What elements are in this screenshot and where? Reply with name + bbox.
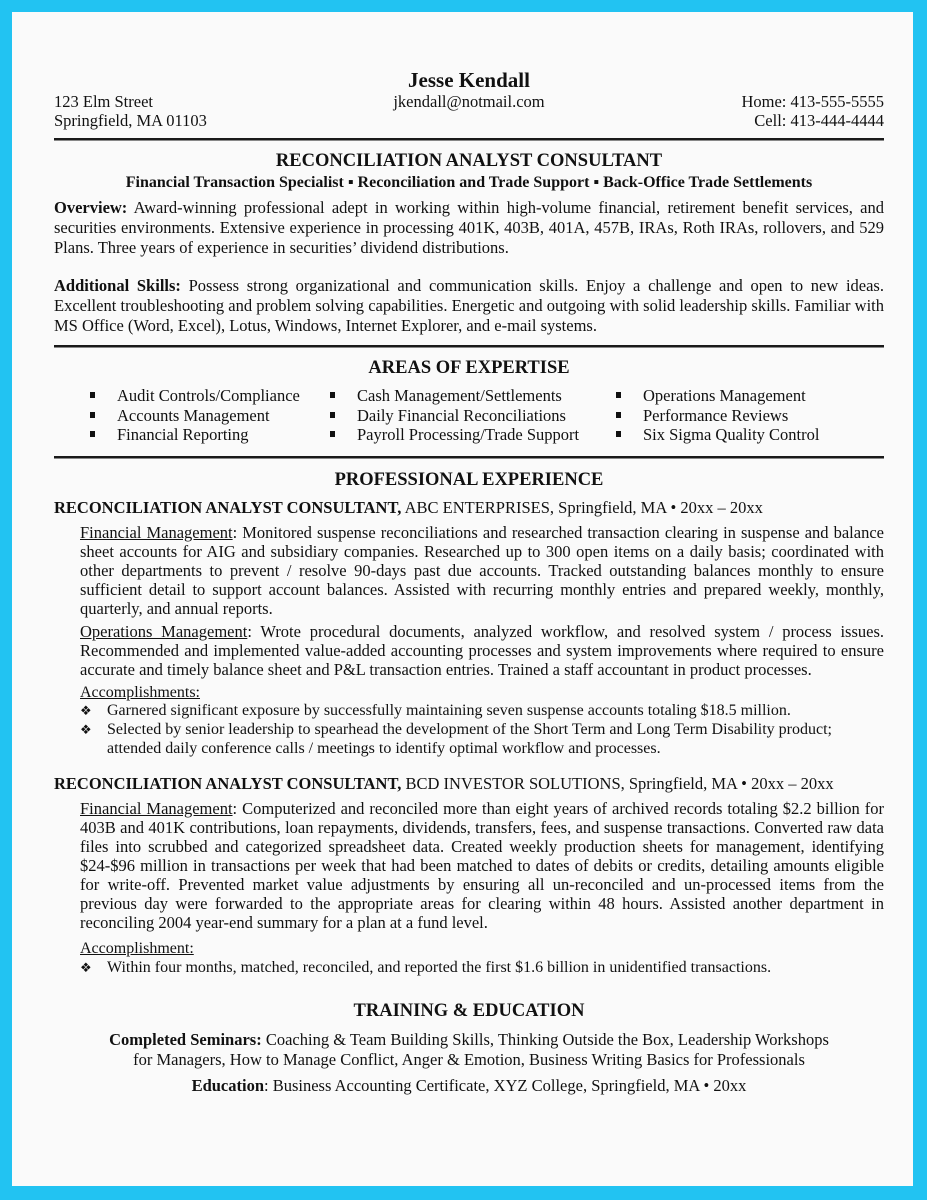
expertise-grid	[90, 386, 880, 446]
diamond-bullet-icon: ❖	[80, 703, 92, 718]
seminars-paragraph	[104, 1030, 834, 1070]
square-bullet-icon	[616, 412, 621, 418]
square-bullet-icon	[90, 412, 95, 418]
square-bullet-icon	[90, 392, 95, 398]
specialty-1: Financial Transaction Specialist	[125, 174, 344, 191]
job-1-details: ABC ENTERPRISES, Springfield, MA • 20xx – 20xx	[401, 498, 763, 517]
specialty-2: Reconciliation and Trade Support	[357, 174, 590, 191]
accomplishment-item: ❖ Within four months, matched, reconciled, and reported the first $1.6 billion in unidentified transactions.	[80, 959, 772, 976]
job-2-details: BCD INVESTOR SOLUTIONS, Springfield, MA • 20xx – 20xx	[401, 774, 834, 793]
divider	[54, 456, 884, 459]
job-2-role: RECONCILIATION ANALYST CONSULTANT,	[54, 774, 402, 793]
home-phone: Home: 413-555-5555	[741, 92, 884, 111]
resume-page	[12, 12, 913, 1186]
job-1-operations-management: Operations Management: Wrote procedural documents, analyzed workflow, and resolved system / process issues. Recommended and implemented value-added accounting processes and system improvements where required to ensure accurate and timely balance sheet and P&L transaction entries. Trained a staff accountant in product processes.	[80, 622, 885, 679]
expertise-item: Audit Controls/Compliance	[90, 386, 300, 406]
accomplishment-item: ❖ Garnered significant exposure by successfully maintaining seven suspense accounts totaling $18.5 million.	[80, 702, 791, 719]
skills-label: Additional Skills:	[54, 276, 181, 295]
job-2-accomplishment-label: Accomplishment:	[80, 940, 194, 957]
divider	[54, 345, 884, 348]
expertise-item: Payroll Processing/Trade Support	[330, 425, 579, 445]
cell-phone: Cell: 413-444-4444	[754, 111, 884, 130]
square-bullet-icon	[90, 431, 95, 437]
headline-subtitle	[54, 174, 884, 192]
job-1-header	[54, 498, 884, 518]
square-bullet-icon	[616, 431, 621, 437]
expertise-item: Accounts Management	[90, 406, 270, 426]
overview-text: Award-winning professional adept in working within high-volume financial, retirement benefit services, and securities environments. Extensive experience in processing 401K, 403B, 401A, 457B, IRAs, Roth IRAs, rollovers, and 529 Plans. Three years of experience in securities’ dividend distributions.	[54, 198, 884, 257]
address-line-1: 123 Elm Street	[54, 92, 153, 111]
job-2-financial-management: Financial Management: Computerized and reconciled more than eight years of archived records totaling $2.2 billion for 403B and 401K contributions, loan repayments, dividends, transfers, fees, and suspense transactions. Converted raw data files into scrubbed and categorized spreadsheet data. Created weekly production sheets for management, identifying $24-$96 million in transactions per week that had been matched to dates of debits or credits, detailing amounts eligible for write-off. Prevented market value adjustments by ensuring all un-reconciled and un-processed items from the previous day were forwarded to the appropriate areas for clearing within 48 hours. Assisted another department in reconciling 2004 year-end summary for a plan at a fund level.	[80, 799, 884, 932]
expertise-item: Six Sigma Quality Control	[616, 425, 819, 445]
headline-title: RECONCILIATION ANALYST CONSULTANT	[275, 151, 663, 171]
specialty-3: Back-Office Trade Settlements	[603, 174, 813, 191]
email[interactable]: jkendall@notmail.com	[393, 92, 545, 111]
job-1-role: RECONCILIATION ANALYST CONSULTANT,	[54, 498, 402, 517]
square-bullet-icon: ▪	[347, 174, 354, 191]
expertise-item: Daily Financial Reconciliations	[330, 406, 566, 426]
education-text: : Business Accounting Certificate, XYZ College, Springfield, MA • 20xx	[264, 1076, 747, 1095]
additional-skills-paragraph	[54, 276, 884, 336]
diamond-bullet-icon: ❖	[80, 960, 92, 975]
square-bullet-icon	[330, 392, 335, 398]
job-2-header	[54, 774, 884, 794]
skills-text: Possess strong organizational and communication skills. Enjoy a challenge and open to new ideas. Excellent troubleshooting and problem solving capabilities. Energetic and outgoing with solid leadership skills. Familiar with MS Office (Word, Excel), Lotus, Windows, Internet Explorer, and e-mail systems.	[54, 276, 884, 335]
education-line	[54, 1076, 884, 1096]
square-bullet-icon	[616, 392, 621, 398]
overview-label: Overview:	[54, 198, 128, 217]
job-1-financial-management: Financial Management: Monitored suspense reconciliations and researched transaction clearing in suspense and balance sheet accounts for AIG and subsidiary companies. Researched up to 300 open items on a daily basis; coordinated with other departments to prevent / resolve 90-days past due accounts. Tracked outstanding balances monthly to ensure sufficient detail to support account balances. Assisted with recurring monthly entries and prepared weekly, monthly, quarterly, and annual reports.	[80, 523, 884, 618]
expertise-item: Operations Management	[616, 386, 806, 406]
expertise-item: Cash Management/Settlements	[330, 386, 562, 406]
address-line-2: Springfield, MA 01103	[54, 111, 207, 130]
expertise-item: Performance Reviews	[616, 406, 788, 426]
overview-paragraph	[54, 198, 884, 258]
experience-title: PROFESSIONAL EXPERIENCE	[334, 470, 604, 490]
seminars-text: Coaching & Team Building Skills, Thinking Outside the Box, Leadership Workshops for Managers, How to Manage Conflict, Anger & Emotion, Business Writing Basics for Professionals	[133, 1030, 829, 1069]
square-bullet-icon: ▪	[593, 174, 600, 191]
diamond-bullet-icon: ❖	[80, 722, 92, 737]
seminars-label: Completed Seminars:	[109, 1030, 262, 1049]
accomplishment-item: ❖ Selected by senior leadership to spearhead the development of the Short Term and Long Term Disability product; attended daily conference calls / meetings to identify optimal workflow and processes.	[80, 721, 832, 757]
expertise-item: Financial Reporting	[90, 425, 249, 445]
candidate-name: Jesse Kendall	[408, 68, 530, 92]
education-label: Education	[191, 1076, 265, 1095]
divider	[54, 138, 884, 141]
square-bullet-icon	[330, 412, 335, 418]
job-1-accomplishments-label: Accomplishments:	[80, 684, 200, 701]
square-bullet-icon	[330, 431, 335, 437]
expertise-title: AREAS OF EXPERTISE	[368, 358, 570, 378]
education-title: TRAINING & EDUCATION	[353, 1001, 585, 1021]
